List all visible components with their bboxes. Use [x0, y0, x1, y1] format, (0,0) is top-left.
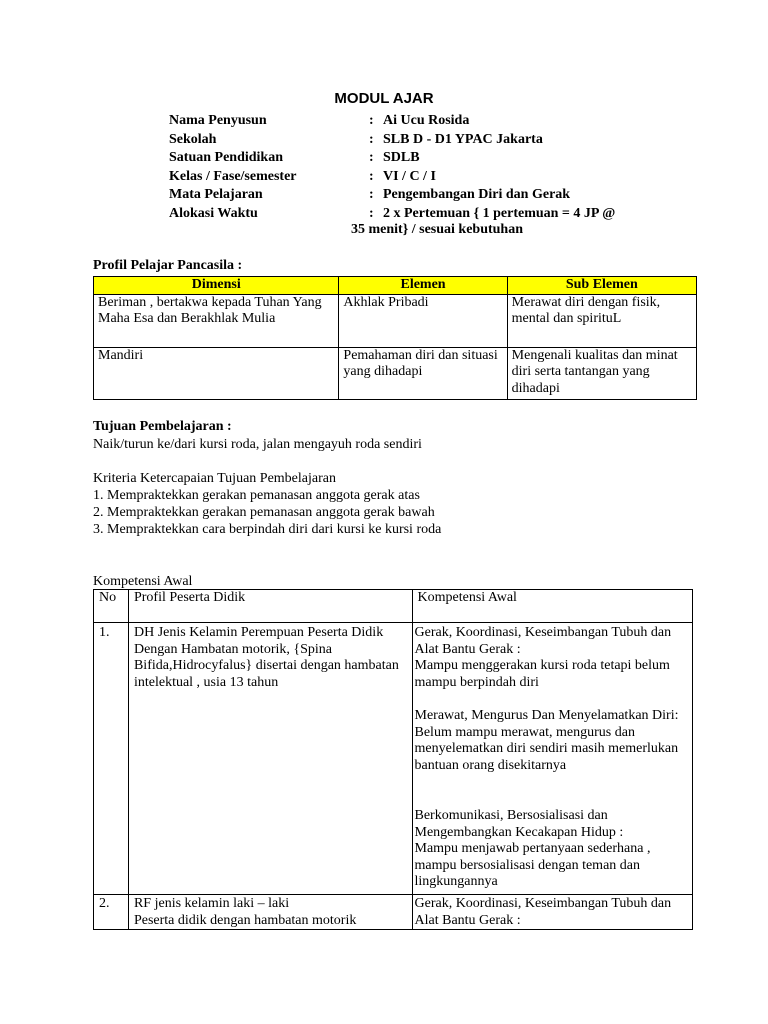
table-cell: Pemahaman diri dan situasi yang dihadapi	[339, 347, 507, 399]
meta-value: 2 x Pertemuan { 1 pertemuan = 4 JP @	[383, 205, 616, 221]
table-cell: Beriman , bertakwa kepada Tuhan Yang Maha Esa dan Berakhlak Mulia	[94, 294, 339, 347]
list-item: 1. Mempraktekkan gerakan pemanasan anggota gerak atas	[93, 488, 420, 503]
meta-row	[169, 149, 615, 168]
meta-colon: :	[369, 205, 374, 221]
kompetensi-desc: Mampu menggerakan kursi roda tetapi belum mampu berpindah diri	[414, 658, 670, 690]
kompetensi-cell	[412, 623, 693, 895]
kompetensi-block	[415, 708, 691, 774]
table-row	[94, 895, 693, 930]
meta-label: Sekolah	[169, 131, 217, 147]
column-header: Profil Peserta Didik	[128, 590, 412, 623]
row-number: 1.	[94, 623, 129, 895]
meta-label: Kelas / Fase/semester	[169, 168, 297, 184]
identity-block	[169, 112, 615, 223]
kompetensi-desc: Mampu menjawab pertanyaan sederhana , mampu bersosialisasi dengan teman dan lingkungannya	[414, 841, 651, 889]
kompetensi-title: Gerak, Koordinasi, Keseimbangan Tubuh dan Alat Bantu Gerak :	[414, 625, 672, 657]
meta-row	[169, 131, 615, 150]
kompetensi-heading: Kompetensi Awal	[93, 574, 193, 589]
column-header: Kompetensi Awal	[412, 590, 693, 623]
table-cell: Merawat diri dengan fisik, mental dan spirituL	[507, 294, 696, 347]
kompetensi-table	[93, 589, 693, 930]
table-cell: Mengenali kualitas dan minat diri serta tantangan yang dihadapi	[507, 347, 696, 399]
table-row	[94, 623, 693, 895]
column-header: Dimensi	[94, 277, 339, 295]
column-header: No	[94, 590, 129, 623]
table-header-row	[94, 590, 693, 623]
list-item: 3. Mempraktekkan cara berpindah diri dari kursi ke kursi roda	[93, 522, 442, 537]
meta-colon: :	[369, 187, 374, 202]
kompetensi-title: Gerak, Koordinasi, Keseimbangan Tubuh dan Alat Bantu Gerak :	[414, 896, 672, 928]
table-row	[94, 347, 697, 399]
table-cell: Akhlak Pribadi	[339, 294, 507, 347]
meta-value: SDLB	[383, 150, 420, 165]
profil-heading: Profil Pelajar Pancasila :	[93, 258, 243, 273]
table-cell: DH Jenis Kelamin Perempuan Peserta Didik Dengan Hambatan motorik, {Spina Bifida,Hidrocyfalus} disertai dengan hambatan intelektual , usia 13 tahun	[128, 623, 412, 895]
meta-row	[169, 168, 615, 187]
meta-value: Ai Ucu Rosida	[383, 113, 470, 128]
meta-colon: :	[369, 168, 374, 184]
meta-colon: :	[369, 113, 374, 128]
meta-value: VI / C / I	[383, 168, 436, 184]
meta-value: SLB D - D1 YPAC Jakarta	[383, 131, 543, 147]
kompetensi-title: Merawat, Mengurus Dan Menyelamatkan Diri: Belum mampu merawat, mengurus dan menyelematkan diri sendiri masih memerlukan bantuan orang disekitarnya	[414, 708, 679, 773]
document-title: MODUL AJAR	[334, 90, 434, 107]
kompetensi-block	[415, 808, 691, 891]
tujuan-text: Naik/turun ke/dari kursi roda, jalan mengayuh roda sendiri	[93, 437, 422, 452]
meta-label: Mata Pelajaran	[169, 187, 263, 202]
meta-label: Alokasi Waktu	[169, 205, 258, 221]
table-header-row	[94, 277, 697, 295]
alokasi-continuation: 35 menit} / sesuai kebutuhan	[351, 222, 523, 237]
profil-table	[93, 276, 697, 400]
column-header: Sub Elemen	[507, 277, 696, 295]
kriteria-heading: Kriteria Ketercapaian Tujuan Pembelajaran	[93, 471, 336, 486]
row-number: 2.	[94, 895, 129, 930]
table-cell: Mandiri	[94, 347, 339, 399]
kompetensi-title: Berkomunikasi, Bersosialisasi dan Mengembangkan Kecakapan Hidup :	[414, 808, 624, 840]
table-row	[94, 294, 697, 347]
table-cell: RF jenis kelamin laki – laki Peserta didik dengan hambatan motorik	[128, 895, 412, 930]
list-item: 2. Mempraktekkan gerakan pemanasan anggota gerak bawah	[93, 505, 435, 520]
meta-row	[169, 186, 615, 205]
meta-colon: :	[369, 150, 374, 165]
tujuan-heading: Tujuan Pembelajaran :	[93, 419, 232, 434]
meta-label: Satuan Pendidikan	[169, 150, 283, 165]
meta-colon: :	[369, 131, 374, 147]
kriteria-list	[93, 487, 441, 538]
meta-value: Pengembangan Diri dan Gerak	[383, 187, 571, 202]
column-header: Elemen	[339, 277, 507, 295]
meta-row	[169, 112, 615, 131]
meta-label: Nama Penyusun	[169, 113, 267, 128]
kompetensi-block	[415, 625, 691, 691]
kompetensi-cell	[412, 895, 693, 930]
